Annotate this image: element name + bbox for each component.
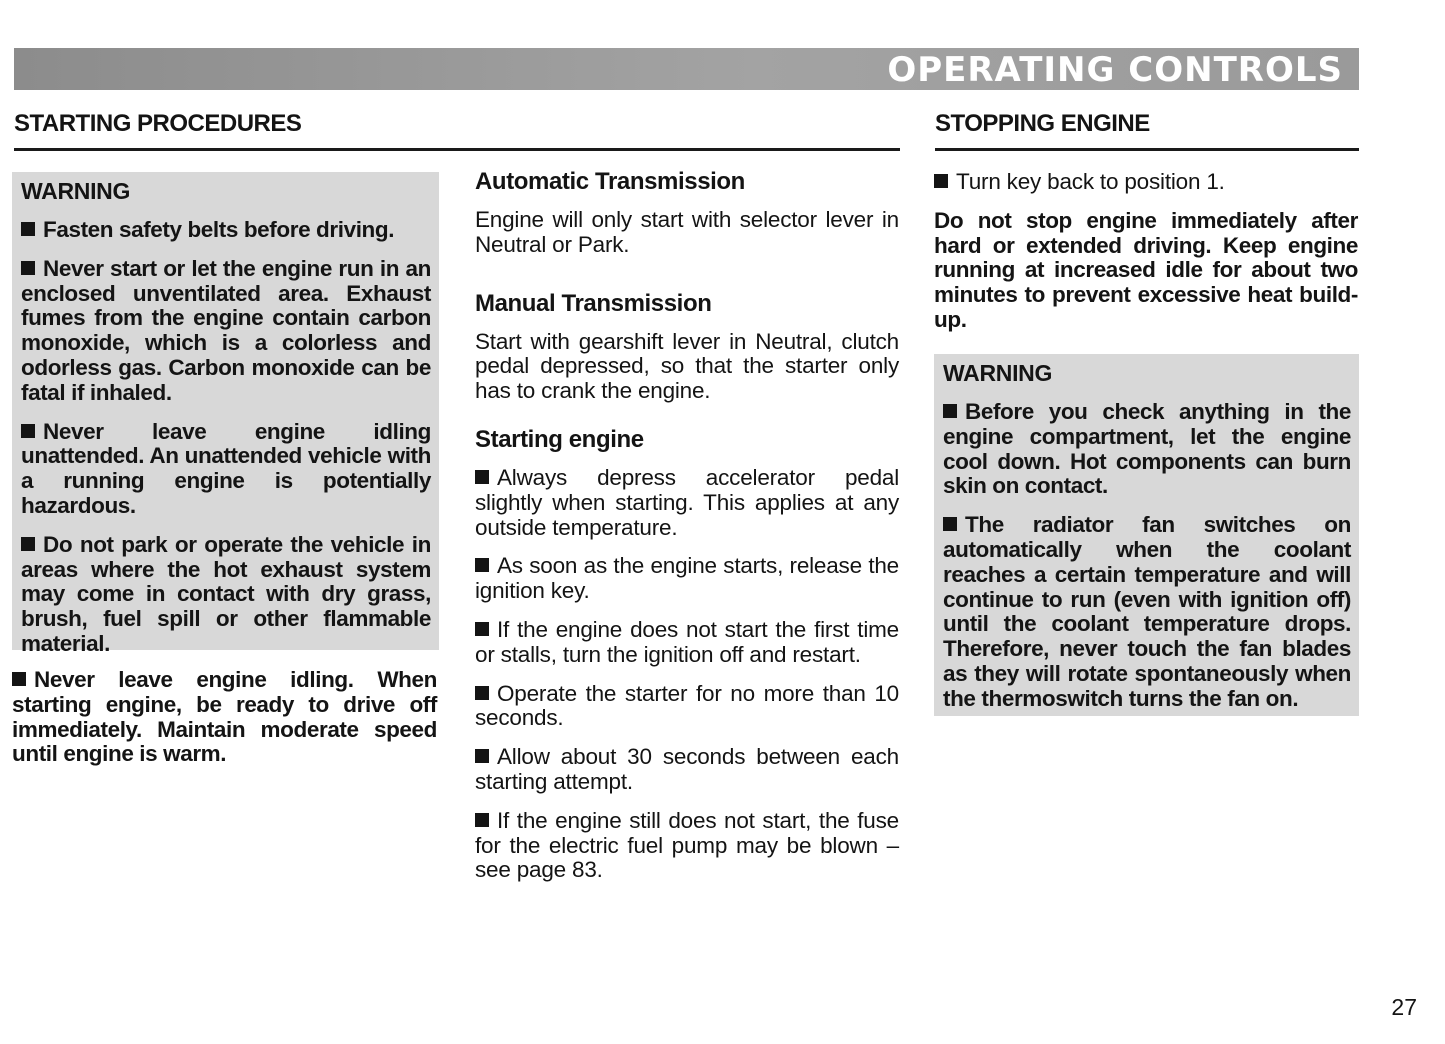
bullet-square-icon <box>475 749 489 763</box>
stopping-engine-title: STOPPING ENGINE <box>935 110 1150 137</box>
warning-item: Fasten safety belts before driving. <box>21 218 431 243</box>
starting-title-rule <box>14 148 900 151</box>
automatic-transmission-text: Engine will only start with selector lever in Neutral or Park. <box>475 207 899 257</box>
starting-engine-heading: Starting engine <box>475 425 644 453</box>
middle-column <box>475 168 899 883</box>
automatic-transmission-heading: Automatic Transmission <box>475 168 745 195</box>
manual-transmission-heading: Manual Transmission <box>475 289 712 317</box>
warning-item: Never start or let the engine run in an enclosed unventilated area. Exhaust fumes from the engine contain carbon monoxide, which is a colorless and odorless gas. Carbon monoxide can be fatal if inhaled. <box>21 255 431 405</box>
warning-label: WARNING <box>21 178 131 204</box>
warning-item: Before you check anything in the engine compartment, let the engine cool down. Hot components can burn skin on contact. <box>943 399 1351 499</box>
starting-engine-item: As soon as the engine starts, release the ignition key. <box>475 553 899 604</box>
bullet-square-icon <box>943 404 957 418</box>
bullet-square-icon <box>21 424 35 438</box>
idling-note: Never leave engine idling. When starting engine, be ready to drive off immediately. Maintain moderate speed until engine is warm. <box>12 667 437 767</box>
stopping-engine-note: Do not stop engine immediately after hard or extended driving. Keep engine running at increased idle for about two minutes to prevent excessive heat build-up. <box>934 207 1358 332</box>
stopping-column <box>934 170 1358 333</box>
stopping-title-rule <box>935 148 1359 151</box>
bullet-square-icon <box>21 261 35 275</box>
stopping-engine-item: Turn key back to position 1. <box>934 170 1358 195</box>
manual-transmission-text: Start with gearshift lever in Neutral, clutch pedal depressed, so that the starter only has to crank the engine. <box>475 328 899 404</box>
starting-engine-item: If the engine does not start the first time or stalls, turn the ignition off and restart. <box>475 616 899 667</box>
starting-warning-box <box>12 172 439 656</box>
bullet-square-icon <box>943 517 957 531</box>
section-header-title: OPERATING CONTROLS <box>887 50 1343 90</box>
page-number: 27 <box>1391 994 1417 1020</box>
warning-item: Do not park or operate the vehicle in areas where the hot exhaust system may come in contact with dry grass, brush, fuel spill or other flammable material. <box>21 531 431 656</box>
bullet-square-icon <box>475 813 489 827</box>
starting-engine-item: If the engine still does not start, the fuse for the electric fuel pump may be blown – see page 83. <box>475 807 899 883</box>
bullet-square-icon <box>475 686 489 700</box>
starting-engine-item: Operate the starter for no more than 10 seconds. <box>475 680 899 731</box>
bullet-square-icon <box>934 174 948 188</box>
stopping-warning-box <box>934 354 1359 716</box>
warning-label: WARNING <box>943 360 1053 386</box>
starting-procedures-title: STARTING PROCEDURES <box>14 110 302 137</box>
section-header-bar <box>14 48 1359 90</box>
bullet-square-icon <box>475 558 489 572</box>
starting-engine-item: Always depress accelerator pedal slightly when starting. This applies at any outside temperature. <box>475 464 899 540</box>
warning-item: The radiator fan switches on automatically when the coolant reaches a certain temperature and will continue to run (even with ignition off) until the coolant temperature drops. Therefore, never touch the fan blades as they will rotate spontaneously when the thermoswitch turns the fan on. <box>943 512 1351 711</box>
starting-engine-item: Allow about 30 seconds between each starting attempt. <box>475 744 899 794</box>
bullet-square-icon <box>21 537 35 551</box>
bullet-square-icon <box>475 622 489 636</box>
warning-item: Never leave engine idling unattended. An unattended vehicle with a running engine is potentially hazardous. <box>21 418 431 518</box>
bullet-square-icon <box>12 672 26 686</box>
bullet-square-icon <box>475 470 489 484</box>
bullet-square-icon <box>21 222 35 236</box>
